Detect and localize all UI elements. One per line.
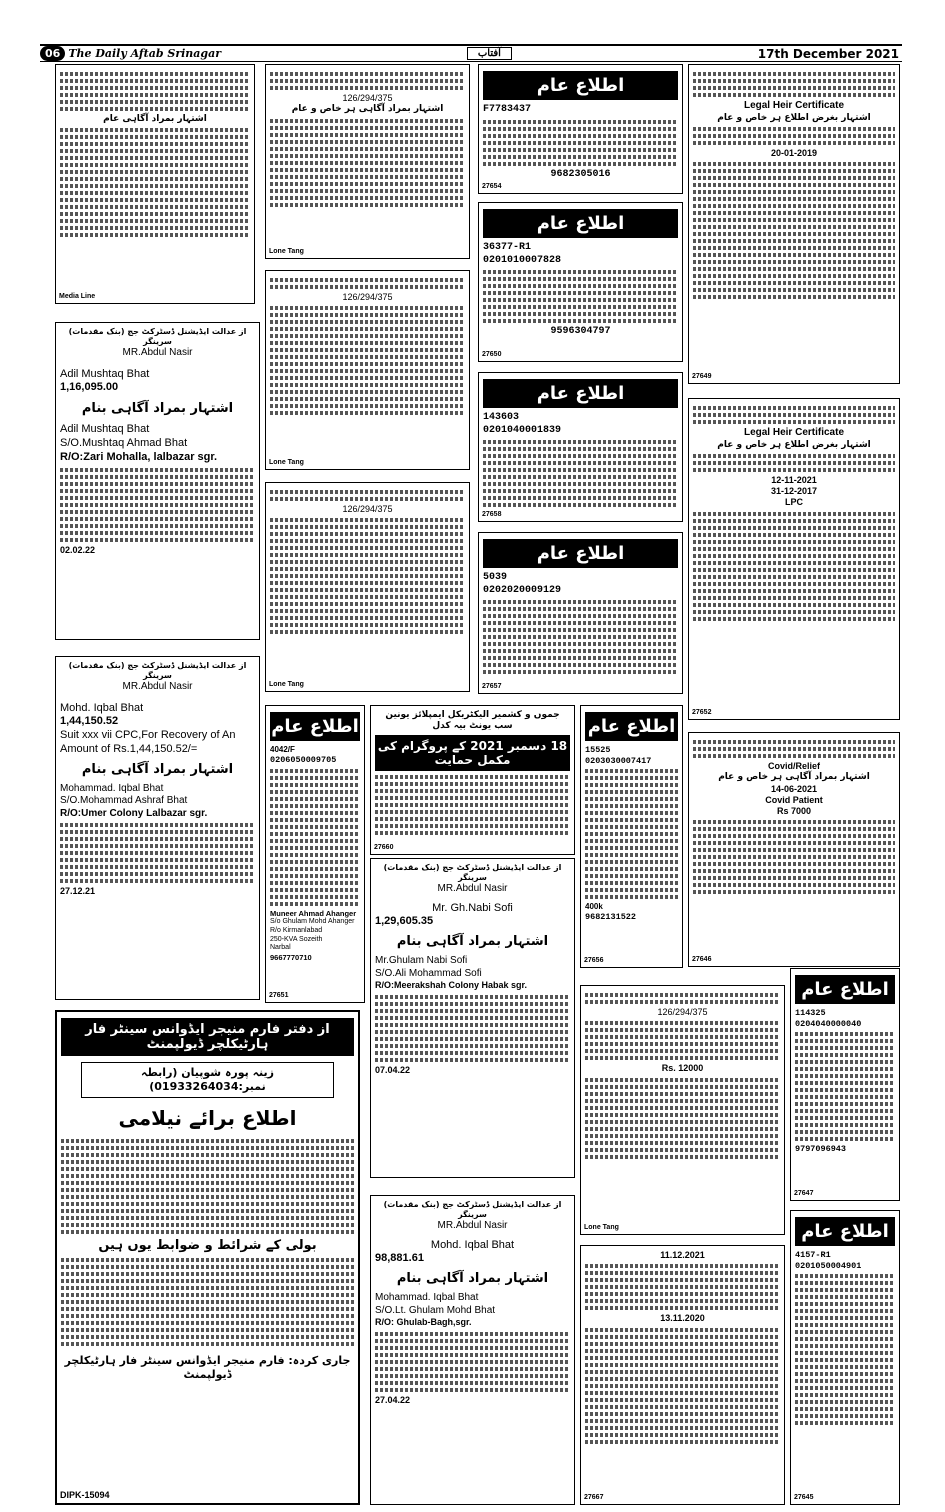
phone-number: 9682131522 [585, 912, 637, 923]
defendant-name: Mohd. Iqbal Bhat [430, 1238, 515, 1251]
text-block [693, 72, 895, 97]
account-number: 0201010007828 [483, 254, 562, 266]
phone-number: 9667770710 [270, 953, 312, 962]
text-block [585, 1328, 780, 1444]
party-father: S/O.Mushtaq Ahmad Bhat [60, 437, 188, 449]
court-name: از عدالت ایڈیشنل ڈسٹرکٹ جج (بنک مقدمات) سرینگر [383, 1200, 562, 1219]
patient-label: Covid Patient [765, 794, 823, 805]
hearing-date: 27.12.21 [60, 886, 96, 897]
masthead-left [40, 46, 221, 61]
account-number: 0201050004901 [795, 1260, 862, 1271]
ad-code: 27657 [482, 683, 502, 690]
text-block [483, 270, 678, 323]
defendant-name: Mohd. Iqbal Bhat [60, 701, 144, 714]
text-block [693, 406, 895, 424]
text-block [585, 769, 678, 899]
electric-notice [478, 202, 683, 362]
notice-banner: اطلاع عام [483, 71, 678, 100]
text-block [795, 1274, 895, 1425]
account-number: 0202020009129 [483, 584, 562, 596]
contact-line: زینہ پورہ شوپیان (رابطہ نمبر:01933264034) [81, 1062, 334, 1098]
auction-title: اطلاع برائے نیلامی [118, 1105, 297, 1130]
ad-code: 27647 [794, 1190, 814, 1197]
notice-title: اشتہار بمراد آگاہی بنام [396, 1271, 549, 1286]
notice-banner: اطلاع عام [483, 209, 678, 238]
notice-banner: اطلاع عام [483, 379, 678, 408]
phone-number: 9797096943 [795, 1144, 847, 1155]
electric-notice [478, 532, 683, 694]
text-block [60, 823, 255, 883]
reference-number: 126/294/375 [342, 292, 393, 302]
applicant-name: Muneer Ahmad Ahanger [270, 908, 357, 918]
reference-number: 4157-R1 [795, 1250, 831, 1260]
court-notice [370, 858, 575, 1178]
notice-banner: اطلاع عام [795, 975, 895, 1004]
party-address: R/O: Ghulab-Bagh,sgr. [375, 1317, 472, 1328]
electric-notice [790, 968, 900, 1201]
event-date: 13.11.2020 [660, 1313, 705, 1324]
suit-text: Suit xxx vii CPC,For Recovery of An Amount of Rs.1,44,150.52/= [60, 729, 236, 755]
notice-banner: اطلاع عام [270, 712, 360, 741]
reference-number: 143603 [483, 412, 520, 423]
text-block [61, 1258, 354, 1346]
text-block [483, 600, 678, 674]
account-number: 0206050009705 [270, 755, 337, 765]
party-father: S/O.Lt. Ghulam Mohd Bhat [375, 1304, 496, 1316]
office-banner: از دفتر فارم منیجر ایڈوانس سینٹر فار ہارٹیکلچر ڈیولپمنٹ [61, 1018, 354, 1056]
hearing-date: 27.04.22 [375, 1394, 411, 1405]
claim-amount: 1,16,095.00 [60, 381, 119, 394]
notice-ad [688, 732, 900, 967]
party-father: S/O.Ali Mohammad Sofi [375, 967, 482, 979]
reference-number: 114325 [795, 1008, 826, 1018]
party-address: R/O:Zari Mohalla, lalbazar sgr. [60, 450, 218, 463]
notice-ad [580, 985, 785, 1235]
account-number: 0201040001839 [483, 424, 562, 436]
amount-text: Rs. 12000 [661, 1063, 704, 1074]
auction-notice [55, 1010, 360, 1505]
judge-name: MR.Abdul Nasir [122, 681, 193, 692]
page-number: 06 [40, 46, 65, 61]
notice-date: 11.12.2021 [660, 1250, 705, 1260]
electric-notice [790, 1210, 900, 1505]
hearing-date: 07.04.22 [375, 1064, 411, 1075]
text-block [60, 468, 255, 542]
text-block [270, 769, 360, 906]
claim-amount: 98,881.61 [375, 1252, 424, 1265]
text-block [693, 512, 895, 621]
text-block [375, 995, 570, 1062]
text-block [585, 993, 780, 1004]
notice-title: اشتہار بمراد آگاہی بنام [81, 401, 234, 416]
ad-code: 27660 [374, 844, 394, 851]
notice-date-2: 31-12-2017 [770, 486, 818, 496]
notice-ad [265, 482, 470, 692]
party-address: R/O:Umer Colony Lalbazar sgr. [60, 807, 208, 819]
page-header [40, 44, 902, 62]
claim-amount: 1,29,605.35 [375, 915, 434, 928]
text-block [693, 740, 895, 758]
reference-number: 4042/F [270, 745, 295, 754]
claim-amount: 1,44,150.52 [60, 715, 119, 728]
court-name: از عدالت ایڈیشنل ڈسٹرکٹ جج (بنک مقدمات) سرینگر [68, 661, 247, 680]
text-block [270, 278, 465, 289]
text-block [693, 162, 895, 299]
phone-number: 9596304797 [550, 326, 611, 337]
union-notice [370, 705, 575, 855]
text-block [693, 820, 895, 894]
notice-title: اشتہار بغرض اطلاع ہر خاص و عام [717, 112, 871, 123]
notice-date-1: 12-11-2021 [771, 474, 817, 485]
relief-amount: Rs 7000 [776, 806, 812, 816]
applicant-father: S/o Ghulam Mohd Ahanger [270, 918, 355, 925]
text-block [60, 128, 250, 237]
hearing-date: 02.02.22 [60, 544, 96, 555]
lpc-label: LPC [785, 497, 803, 508]
court-notice [370, 1195, 575, 1505]
electric-notice [478, 64, 683, 194]
judge-name: MR.Abdul Nasir [122, 347, 193, 358]
notice-ad [580, 1245, 785, 1505]
notice-title: اشتہار بمراد آگاہی بنام [81, 761, 234, 777]
notice-title: اشتہار بمراد آگاہی ہر خاص و عام [291, 104, 444, 115]
court-name: از عدالت ایڈیشنل ڈسٹرکٹ جج (بنک مقدمات) سرینگر [383, 863, 562, 882]
text-block [61, 1139, 354, 1234]
agency-tag: Lone Tang [269, 681, 304, 688]
notice-banner: اطلاع عام [795, 1217, 895, 1246]
reference-number: 126/294/375 [657, 1007, 708, 1017]
agency-tag: Lone Tang [269, 248, 304, 255]
paper-logo: آفتاب [467, 47, 512, 60]
electric-notice [580, 705, 683, 968]
text-block [270, 306, 465, 415]
reference-number: 36377-R1 [483, 242, 532, 253]
text-block [60, 72, 250, 111]
party-name: Mohammad. Iqbal Bhat [375, 1292, 479, 1304]
text-block [693, 127, 895, 145]
text-block [375, 1332, 570, 1392]
ad-code: 27656 [584, 957, 604, 964]
reference-number: 126/294/375 [342, 504, 393, 514]
notice-banner: اطلاع عام [483, 539, 678, 568]
notice-banner: اطلاع عام [585, 712, 678, 741]
transformer: 250-KVA Sozeith [270, 935, 323, 943]
defendant-name: Mr. Gh.Nabi Sofi [432, 901, 513, 914]
text-block [585, 1264, 780, 1310]
notice-ad [55, 64, 255, 304]
certificate-type: Legal Heir Certificate [743, 427, 845, 438]
party-name: Adil Mushtaq Bhat [60, 423, 150, 436]
reference-number: F7783437 [483, 104, 532, 115]
reference-number: 126/294/375 [342, 93, 393, 103]
notice-title: اشتہار بمراد آگاہی ہر خاص و عام [718, 772, 870, 783]
locality: Narbal [270, 944, 291, 952]
issue-date: 17th December 2021 [757, 46, 899, 61]
phone-number: 9682305016 [550, 168, 611, 180]
ad-code: 27649 [692, 373, 712, 380]
text-block [270, 518, 465, 634]
ad-code: 27667 [584, 1494, 604, 1501]
text-block [270, 72, 465, 90]
agency-tag: Lone Tang [269, 459, 304, 466]
party-address: R/O:Meerakshah Colony Habak sgr. [375, 980, 528, 991]
ad-code: 27654 [482, 183, 502, 190]
judge-name: MR.Abdul Nasir [437, 883, 508, 894]
court-notice [55, 322, 260, 640]
notice-title: اشتہار بمراد آگاہی بنام [396, 934, 549, 949]
ad-code: 27646 [692, 956, 712, 963]
union-head: جموں و کشمیر الیکٹریکل ایمپلائز یونین سب یونٹ بیہ کدل [385, 710, 560, 732]
certificate-type: Legal Heir Certificate [743, 100, 845, 111]
notice-ad [265, 270, 470, 470]
notice-ad [688, 398, 900, 720]
text-block [375, 775, 570, 835]
notice-banner: 18 دسمبر 2021 کے پروگرام کی مکمل حمایت [375, 735, 570, 771]
text-block [585, 1021, 780, 1060]
applicant-address: R/o Kirmanlabad [270, 926, 323, 934]
text-block [693, 454, 895, 472]
defendant-name: Adil Mushtaq Bhat [60, 367, 150, 380]
ad-code: 27651 [269, 992, 289, 999]
party-name: Mr.Ghulam Nabi Sofi [375, 955, 468, 967]
text-block [483, 120, 678, 166]
notice-date: 14-06-2021 [770, 783, 818, 794]
rules-heading: بولی کے شرائط و ضوابط یوں ہیں [98, 1237, 317, 1253]
judge-name: MR.Abdul Nasir [437, 1220, 508, 1231]
dipk-number: DIPK-15094 [60, 1490, 110, 1500]
notice-ad [688, 64, 900, 384]
ad-code: 27650 [482, 351, 502, 358]
transformer: 400k [585, 902, 603, 912]
ad-code: 27645 [794, 1494, 814, 1501]
text-block [795, 1032, 895, 1141]
party-father: S/O.Mohammad Ashraf Bhat [60, 795, 188, 807]
ad-code: 27658 [482, 511, 502, 518]
death-date: 20-01-2019 [770, 147, 818, 158]
notice-ad [265, 64, 470, 259]
text-block [483, 440, 678, 507]
ad-code: 27652 [692, 709, 712, 716]
electric-notice [265, 705, 365, 1003]
account-number: 0203030007417 [585, 755, 652, 766]
agency-tag: Lone Tang [584, 1224, 619, 1231]
notice-title: اشتہار بغرض اطلاع ہر خاص و عام [717, 439, 871, 450]
reference-number: 15525 [585, 745, 611, 755]
issued-by: جاری کردہ: فارم منیجر ایڈوانس سینٹر فار ہارٹیکلچر ڈیولپمنٹ [64, 1353, 351, 1381]
notice-title: اشتہار بمراد آگاہی عام [103, 114, 207, 124]
court-notice [55, 656, 260, 1000]
paper-name: The Daily Aftab Srinagar [68, 47, 222, 60]
court-name: از عدالت ایڈیشنل ڈسٹرکٹ جج (بنک مقدمات) سرینگر [68, 327, 247, 346]
party-name: Mohammad. Iqbal Bhat [60, 782, 164, 794]
agency-tag: Media Line [59, 293, 96, 300]
reference-number: 5039 [483, 572, 508, 583]
electric-notice [478, 372, 683, 522]
relief-type: Covid/Relief [767, 761, 820, 771]
account-number: 0204040000040 [795, 1018, 862, 1029]
text-block [270, 490, 465, 501]
text-block [585, 1078, 780, 1159]
text-block [270, 119, 465, 207]
